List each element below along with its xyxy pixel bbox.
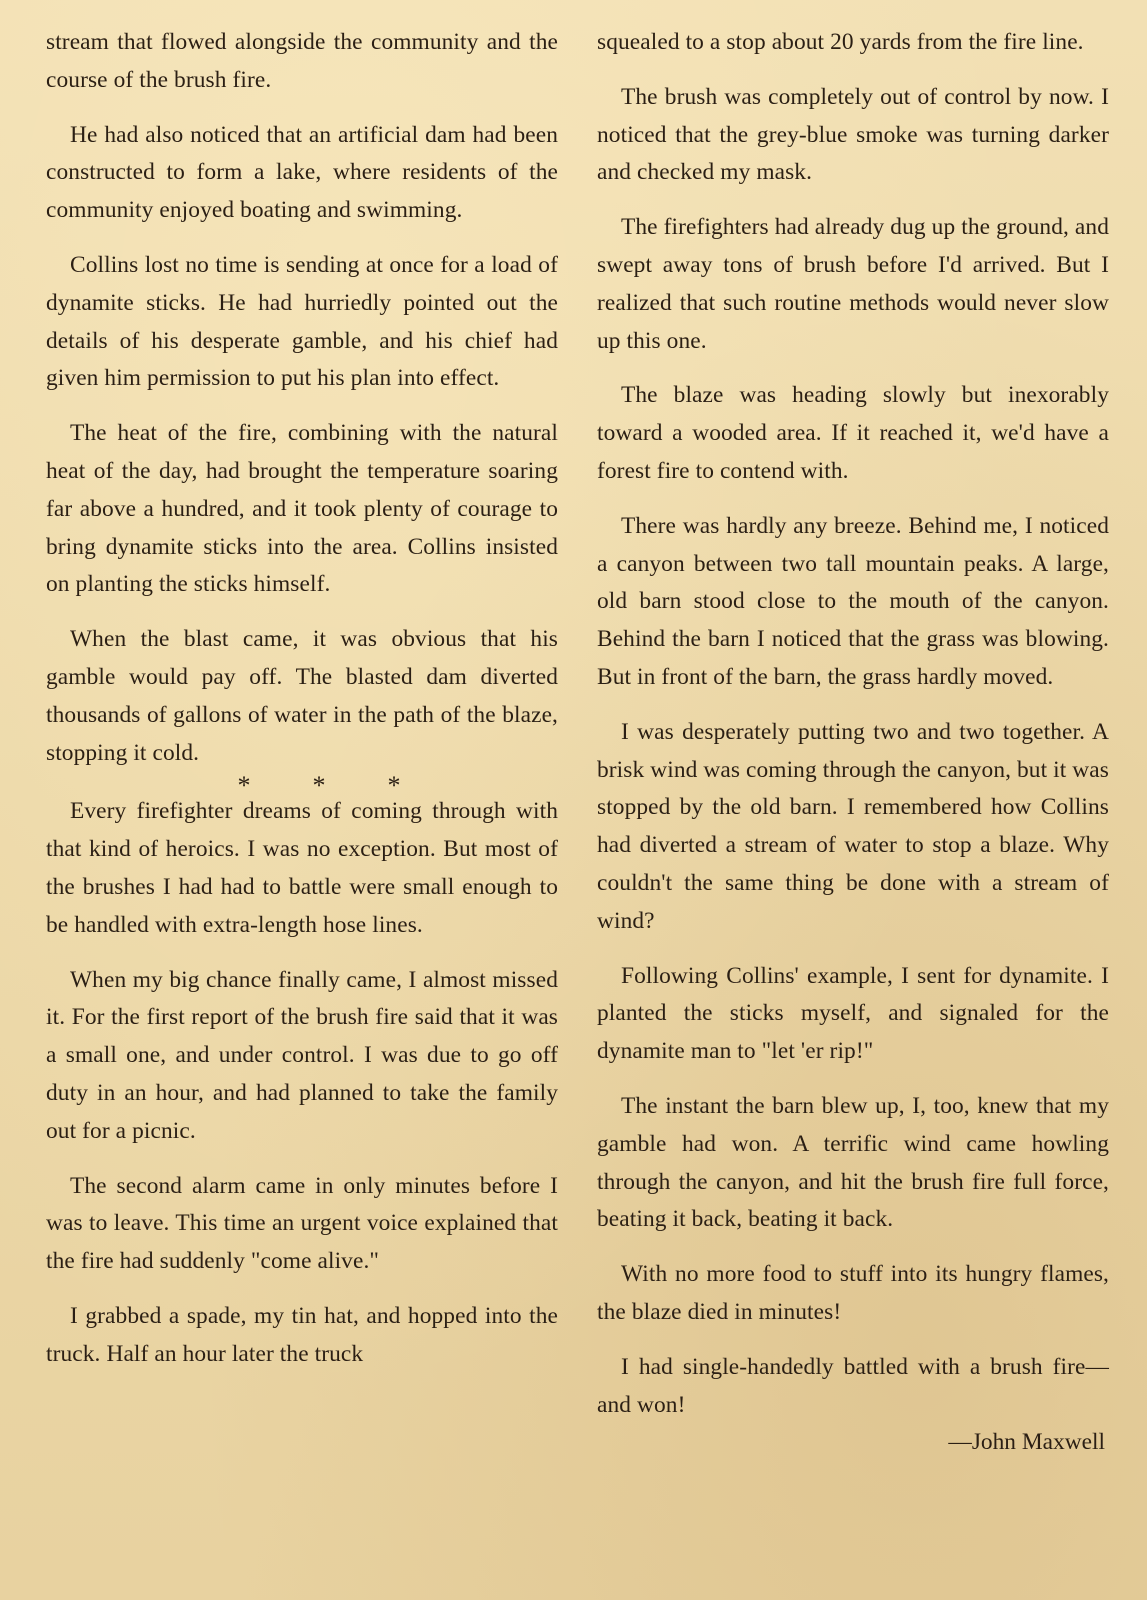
story-paragraph: The firefighters had already dug up the ground, and swept away tons of brush before I'd arrived. But I realized that such routine methods would never slow up this one. [597, 214, 1109, 354]
story-paragraph: Collins lost no time is sending at once for a load of dynamite sticks. He had hurriedly pointed out the details of his desperate gamble, and his chief had given him permission to put his plan into effect. [46, 251, 558, 392]
right-column [597, 24, 1109, 1462]
asterisk-glyph: * [387, 771, 401, 801]
story-paragraph: When my big chance finally came, I almost missed it. For the first report of the brush fire said that it was a small one, and under control. I was due to go off duty in an hour, and had planned to take the family out for a picnic. [46, 966, 558, 1144]
story-paragraph: When the blast came, it was obvious that his gamble would pay off. The blasted dam diverted thousands of gallons of water in the path of the blaze, stopping it cold. [46, 626, 558, 766]
story-paragraph: I had single-handedly battled with a brush fire—and won! [597, 1353, 1109, 1418]
story-paragraph: There was hardly any breeze. Behind me, I noticed a canyon between two tall mountain peaks. A large, old barn stood close to the mouth of the canyon. Behind the barn I noticed that the grass was blowing. But in front of the barn, the grass hardly moved. [597, 512, 1109, 690]
story-paragraph: The second alarm came in only minutes before I was to leave. This time an urgent voice explained that the fire had suddenly "come alive." [46, 1172, 558, 1275]
story-paragraph: Following Collins' example, I sent for dynamite. I planted the sticks myself, and signaled for the dynamite man to "let 'er rip!" [597, 962, 1109, 1065]
story-paragraph: He had also noticed that an artificial dam had been constructed to form a lake, where residents of the community enjoyed boating and swimming. [46, 121, 558, 224]
story-paragraph: The brush was completely out of control by now. I noticed that the grey-blue smoke was turning darker and checked my mask. [597, 83, 1109, 186]
left-column [46, 24, 558, 1391]
story-paragraph: Every firefighter dreams of coming through with that kind of heroics. I was no exception. But most of the brushes I had had to battle were small enough to be handled with extra-length hose lines. [46, 798, 558, 938]
author-signature: —John Maxwell [948, 1429, 1105, 1456]
story-paragraph: The heat of the fire, combining with the natural heat of the day, had brought the temperature soaring far above a hundred, and it took plenty of courage to bring dynamite sticks into the area. Collins insisted on planting the sticks himself. [46, 420, 558, 598]
story-paragraph: stream that flowed alongside the community and the course of the brush fire. [46, 29, 558, 93]
story-paragraph: I grabbed a spade, my tin hat, and hopped into the truck. Half an hour later the truck [46, 1302, 558, 1367]
asterisk-glyph: * [312, 771, 326, 801]
story-paragraph: The blaze was heading slowly but inexorably toward a wooded area. If it reached it, we'd have a forest fire to contend with. [597, 382, 1109, 484]
story-paragraph: The instant the barn blew up, I, too, knew that my gamble had won. A terrific wind came howling through the canyon, and hit the brush fire full force, beating it back, beating it back. [597, 1092, 1109, 1233]
story-paragraph: squealed to a stop about 20 yards from the fire line. [597, 29, 1084, 55]
asterisk-glyph: * [237, 771, 251, 801]
story-paragraph: With no more food to stuff into its hungry flames, the blaze died in minutes! [597, 1261, 1109, 1325]
story-paragraph: I was desperately putting two and two together. A brisk wind was coming through the canyon, but it was stopped by the old barn. I remembered how Collins had diverted a stream of water to stop a blaze. Why couldn't the same thing be done with a stream of wind? [597, 718, 1109, 934]
